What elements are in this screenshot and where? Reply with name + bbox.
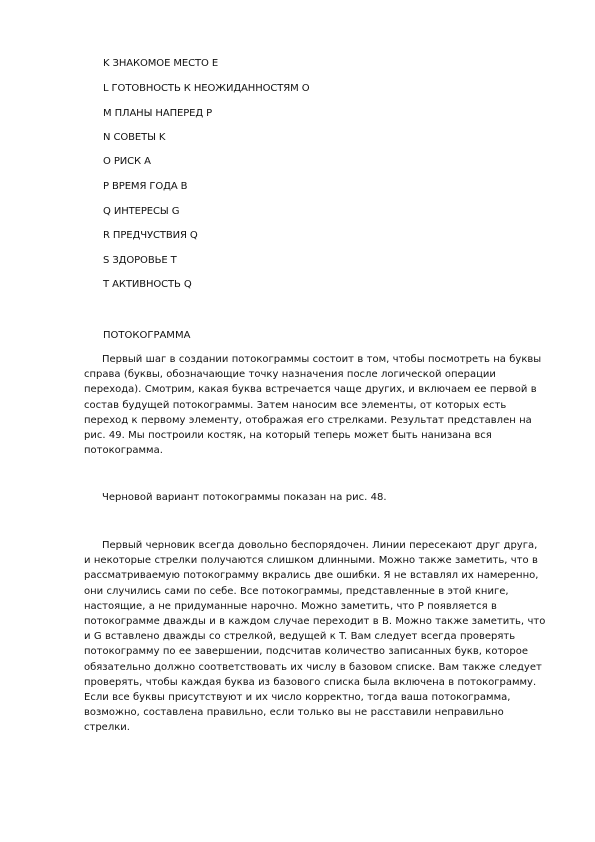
list-item: K ЗНАКОМОЕ МЕСТО E	[103, 58, 219, 69]
list-item: O РИСК A	[103, 156, 151, 167]
paragraph: Черновой вариант потокограммы показан на рис. 48.	[102, 492, 387, 503]
list-item: M ПЛАНЫ НАПЕРЕД P	[103, 108, 213, 119]
list-item: R ПРЕДЧУСТВИЯ Q	[103, 230, 198, 241]
list-item: N СОВЕТЫ K	[103, 132, 166, 143]
paragraph: Первый черновик всегда довольно беспорядочен. Линии пересекают друг друга, и некоторые стрелки получаются слишком длинными. Можно также заметить, что в рассматриваемую потокограмму вкрались две ошибки. Я не вставлял их намеренно, они случились сами по себе. Все потокограммы, представленные в этой книге, настоящие, а не придуманные нарочно. Можно заметить, что P появляется в потокограмме дважды и в каждом случае переходит в B. Можно также заметить, что и G вставлено дважды со стрелкой, ведущей к T. Вам следует всегда проверять потокограмму по ее завершении, подсчитав количество записанных букв, которое обязательно должно соответствовать их числу в базовом списке. Вам также следует проверять, чтобы каждая буква из базового списка была включена в потокограмму. Если все буквы присутствуют и их число корректно, тогда ваша потокограмма, возможно, составлена правильно, если только вы не расставили неправильно стрелки.	[84, 540, 546, 734]
paragraph: Первый шаг в создании потокограммы состоит в том, чтобы посмотреть на буквы справа (буквы, обозначающие точку назначения после логической операции перехода). Смотрим, какая буква встречается чаще других, и включаем ее первой в состав будущей потокограммы. Затем наносим все элементы, от которых есть переход к первому элементу, отображая его стрелками. Результат представлен на рис. 49. Мы построили костяк, на который теперь может быть нанизана вся потокограмма.	[84, 354, 542, 457]
list-item: L ГОТОВНОСТЬ К НЕОЖИДАННОСТЯМ O	[103, 83, 310, 94]
list-item: T АКТИВНОСТЬ Q	[103, 279, 192, 290]
list-item: P ВРЕМЯ ГОДА B	[103, 181, 188, 192]
list-item: Q ИНТЕРЕСЫ G	[103, 206, 180, 217]
section-heading: ПОТОКОГРАММА	[103, 330, 191, 341]
list-item: S ЗДОРОВЬЕ T	[103, 255, 177, 266]
